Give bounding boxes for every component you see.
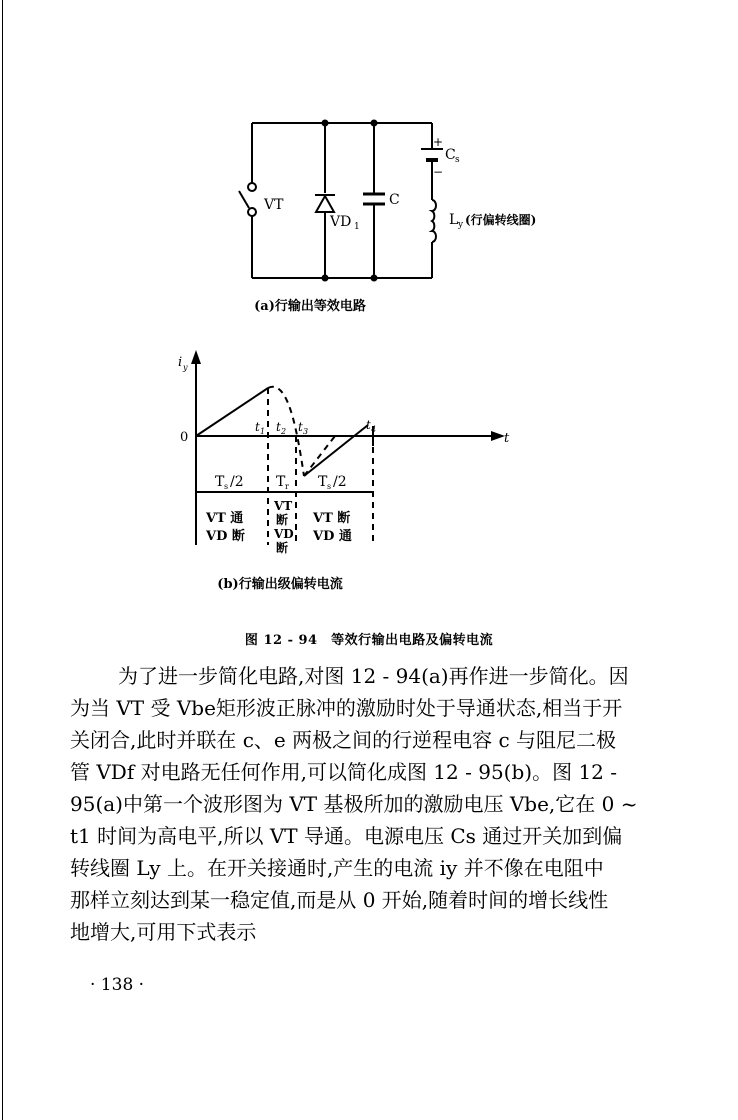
cs-label: C (445, 147, 456, 163)
tr-label: T (276, 474, 286, 490)
state-2-line-4: 断 (276, 541, 289, 555)
body-line-5: 95(a)中第一个波形图为 VT 基极所加的激励电压 Vbe,它在 0 ~ (70, 792, 638, 816)
body-line-4: 管 VDf 对电路无任何作用,可以简化成图 12 - 95(b)。图 12 - (70, 760, 618, 784)
state-2-line-3: VD (274, 527, 294, 541)
t-axis-arrow (491, 431, 505, 441)
vt-label: VT (264, 197, 284, 213)
plus-sign: + (433, 135, 444, 149)
iy-axis-label: i (178, 355, 183, 370)
state-3-line-1: VT 断 (313, 511, 351, 526)
ts-half-1-label: T (215, 474, 225, 490)
t2-subscript: 2 (281, 427, 287, 436)
state-3-line-2: VD 通 (313, 529, 352, 544)
vd1-subscript: 1 (354, 222, 360, 232)
ly-description: (行偏转线圈) (465, 213, 537, 227)
t3-subscript: 3 (303, 427, 309, 436)
trace-ramp-final (304, 425, 368, 476)
ly-subscript: y (458, 220, 464, 230)
t3-label: t (298, 420, 303, 434)
state-2-line-2: 断 (276, 513, 289, 527)
ts-half-2-label: T (318, 474, 328, 490)
page-number: · 138 · (90, 975, 145, 995)
body-line-2: 为当 VT 受 Vbe矩形波正脉冲的激励时处于导通状态,相当于开 (70, 696, 623, 720)
body-line-8: 那样立刻达到某一稳定值,而是从 0 开始,随着时间的增长线性 (70, 888, 609, 912)
body-line-9: 地增大,可用下式表示 (70, 920, 257, 944)
t-axis-label: t (504, 431, 510, 446)
ts-half-1-tail: /2 (230, 474, 244, 490)
vd1-label: VD (330, 214, 352, 230)
t2-label: t (276, 420, 281, 434)
iy-axis-subscript: y (183, 363, 188, 372)
origin-label: 0 (180, 430, 189, 445)
t4-subscript: 4 (371, 425, 377, 434)
ts-half-2-tail: /2 (333, 474, 347, 490)
ts-half-2-subscript: s (327, 482, 332, 491)
ts-half-1-subscript: s (224, 482, 229, 491)
body-line-3: 关闭合,此时并联在 c、e 两极之间的行逆程电容 c 与阻尼二极 (70, 728, 617, 752)
t4-label: t (366, 418, 371, 432)
figure-title: 图 12 - 94 等效行输出电路及偏转电流 (244, 633, 494, 648)
body-line-7: 转线圈 Ly 上。在开关接通时,产生的电流 iy 并不像在电阻中 (70, 856, 604, 880)
body-paragraph (70, 660, 670, 948)
t1-subscript: 1 (260, 427, 266, 436)
figure-a-caption: (a)行输出等效电路 (254, 299, 366, 314)
figure-b-caption: (b)行输出级偏转电流 (217, 577, 343, 592)
cs-subscript: s (455, 155, 460, 165)
minus-sign: − (433, 165, 444, 179)
ly-label: L (449, 212, 459, 228)
state-1-line-2: VD 断 (206, 529, 245, 544)
t1-label: t (255, 420, 260, 434)
state-2-line-1: VT (274, 499, 293, 513)
c-label: C (389, 192, 400, 208)
body-line-1: 为了进一步简化电路,对图 12 - 94(a)再作进一步简化。因 (118, 664, 629, 688)
body-line-6: t1 时间为高电平,所以 VT 导通。电源电压 Cs 通过开关加到偏 (70, 824, 623, 848)
y-axis-arrow (191, 350, 201, 364)
state-1-line-1: VT 通 (206, 511, 244, 526)
tr-subscript: r (285, 482, 289, 491)
